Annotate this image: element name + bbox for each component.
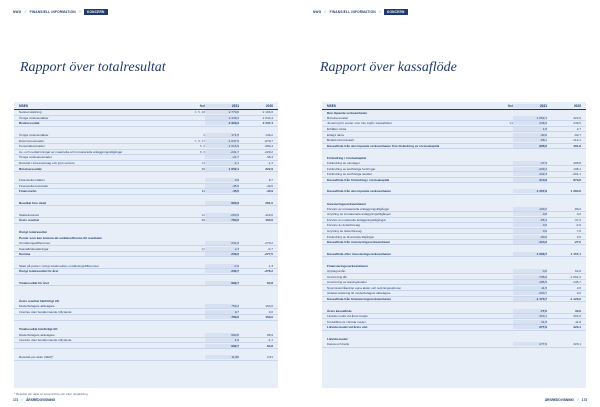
header-separator: // bbox=[24, 10, 27, 14]
row-value-year-2: -40,9 bbox=[265, 189, 273, 194]
row-value-year-1: 233,6 bbox=[205, 252, 239, 256]
row-value-year-1: 277,9 bbox=[513, 325, 547, 329]
row-value-year-2: 84,8 bbox=[266, 280, 273, 285]
col-year-1: 2021 bbox=[513, 104, 547, 108]
row-value-year-1: -21,7 bbox=[205, 155, 239, 159]
row-label: Förvärv av materiella anläggningstillgångar bbox=[327, 217, 386, 222]
row-value-year-1: -1 170,7 bbox=[513, 297, 547, 301]
row-value-year-2: 163,0 bbox=[265, 218, 273, 223]
row-value-year-1: 1 207,9 bbox=[513, 189, 547, 193]
row-label: Kursdifferens i likvida medel bbox=[327, 319, 366, 324]
row-label: Amortering lån bbox=[327, 274, 348, 279]
table-body bbox=[322, 110, 586, 348]
row-label: Likvida medel vid årets början bbox=[327, 314, 368, 319]
row-label: Kassaflöde från den löpande verksamheten bbox=[327, 189, 391, 194]
row-value-year-1: 1 052,1 bbox=[205, 167, 239, 171]
row-value-year-1: -186,5 bbox=[513, 280, 547, 284]
row-value-year-2: -38,3 bbox=[265, 155, 273, 160]
page-title: Rapport över totalresultat bbox=[20, 60, 166, 75]
row-label: Förändring av finansiella tillgångar bbox=[327, 234, 375, 239]
row-value-year-2: 405,8 bbox=[573, 161, 581, 166]
row-label: Upptagna lån bbox=[327, 268, 346, 273]
row-label: Investeringsverksamheten bbox=[327, 201, 367, 206]
row-value-year-2: -279,2 bbox=[264, 240, 273, 245]
row-value-year-1: 1,8 bbox=[513, 127, 547, 131]
row-value-year-1: -114,2 bbox=[513, 240, 547, 244]
row-label: Utdelat utdelning till moderbolagets aktieägare bbox=[327, 291, 391, 296]
row-label: Erlagd ränta bbox=[327, 132, 344, 137]
row-value-year-2: -277,5 bbox=[264, 252, 273, 257]
row-label: Personalkostnader bbox=[19, 144, 45, 149]
row-label: Övrigt totalresultat bbox=[19, 230, 47, 235]
row-value-year-2: 84,8 bbox=[266, 343, 273, 348]
page-footer bbox=[545, 398, 587, 402]
row-value-year-2: -0,6 bbox=[575, 223, 581, 228]
header-brand: NWG bbox=[313, 10, 322, 14]
row-label: Justering för poster som inte ingår i kassaflödet bbox=[327, 121, 392, 126]
row-value-year-1: -68,1 bbox=[513, 138, 547, 142]
row-value-year-1: 995,0 bbox=[513, 144, 547, 148]
row-label: Totalresultat för året bbox=[19, 280, 49, 285]
row-label: Erhållen ränta bbox=[327, 127, 347, 132]
row-value-year-2: 0,2 bbox=[576, 212, 581, 217]
row-value-year-2: 33,6 bbox=[574, 308, 581, 313]
col-year-1: 2021 bbox=[205, 104, 239, 108]
row-note: 5, 6 bbox=[199, 144, 205, 149]
row-label: Skatt på poster i övrigt totalresultat, omräkningsdifferenser bbox=[19, 263, 99, 268]
row-value-year-1: 214,9 bbox=[513, 178, 547, 182]
row-value-year-1: 171,5 bbox=[205, 133, 239, 137]
row-value-year-1: -200,7 bbox=[513, 291, 547, 295]
row-value-year-1: 432,3 bbox=[513, 172, 547, 176]
row-value-year-2: -1,4 bbox=[267, 161, 273, 166]
row-label: Summa bbox=[19, 252, 31, 257]
row-value-year-2: -278,2 bbox=[264, 269, 273, 274]
row-note: 3, 5, 18 bbox=[194, 110, 205, 115]
row-label: Kassaflöde från investeringsverksamheten bbox=[327, 240, 391, 245]
row-value-year-2: 2 193,0 bbox=[262, 110, 273, 115]
row-value-year-2: -4,1 bbox=[267, 338, 273, 343]
page-footer bbox=[13, 398, 55, 402]
footer-brand: ÅRSREDOVISNING bbox=[544, 398, 574, 402]
row-note: 12 bbox=[201, 212, 205, 217]
header-separator: // bbox=[378, 10, 381, 14]
col-year-2: 2020 bbox=[573, 103, 581, 108]
row-value-year-2: 138,1 bbox=[573, 166, 581, 171]
row-value-year-1: 0,0 bbox=[513, 223, 547, 227]
row-value-year-2: 2 237,4 bbox=[262, 121, 273, 126]
row-value-year-2: 0,0 bbox=[576, 291, 581, 296]
row-value-year-2: 401,8 bbox=[573, 143, 581, 148]
row-value-year-2: 1,3 bbox=[268, 263, 273, 268]
row-value-year-1: 760,0 bbox=[205, 218, 239, 222]
row-value-year-1: 246,9 bbox=[513, 121, 547, 125]
row-value-year-2: -229,2 bbox=[264, 149, 273, 154]
row-value-year-1: 992,7 bbox=[205, 281, 239, 285]
col-label: MSEK bbox=[327, 103, 337, 108]
row-value-year-1: -241,7 bbox=[205, 150, 239, 154]
row-value-year-1: 11,5 bbox=[513, 286, 547, 290]
row-label: Övriga rörelseintäkter bbox=[19, 115, 49, 120]
table-header bbox=[14, 102, 278, 110]
row-label: Rörelseresultat bbox=[19, 166, 42, 171]
row-value-year-2: -11,8 bbox=[574, 319, 581, 324]
row-label: Betald inkomstskatt bbox=[327, 138, 354, 143]
col-label: MSEK bbox=[19, 103, 29, 108]
row-label: Avyttring av immateriella anläggningstillgångar bbox=[327, 212, 391, 217]
row-value-year-1: 2 779,6 bbox=[205, 110, 239, 114]
row-label: Övrigt totalresultat för året bbox=[19, 269, 59, 274]
col-note: Not bbox=[507, 103, 513, 108]
row-value-year-1: 1 052,1 bbox=[513, 116, 547, 120]
row-value-year-1: -269,4 bbox=[513, 167, 547, 171]
row-label: Finansnetto bbox=[19, 189, 37, 194]
row-value-year-1: 323,1 bbox=[513, 314, 547, 318]
footer-brand: ÅRSREDOVISNING bbox=[26, 398, 56, 402]
row-value-year-1: -109,2 bbox=[513, 207, 547, 211]
row-value-year-2: 281,0 bbox=[265, 201, 273, 206]
row-value-year-2: 2,6 bbox=[576, 285, 581, 290]
row-value-year-2: -27,5 bbox=[573, 240, 581, 245]
row-label: Förvärv av dotterföretag bbox=[327, 223, 361, 228]
row-value-year-2: 323,1 bbox=[573, 342, 581, 347]
row-label: Kassaflödessäkringar bbox=[19, 246, 49, 251]
row-value-year-1: 992,7 bbox=[205, 344, 239, 348]
table-row bbox=[322, 342, 586, 348]
row-label: Totalresultat hänförligt till: bbox=[19, 327, 58, 332]
row-note: 8, 9 bbox=[199, 149, 205, 154]
row-value-year-2: 146,2 bbox=[265, 133, 273, 138]
row-note bbox=[183, 133, 205, 137]
row-value-year-1: 1,9 bbox=[205, 338, 239, 342]
row-label: Nettoomsättning bbox=[19, 110, 42, 115]
row-label: Amortering av leasingskulder bbox=[327, 280, 367, 285]
row-label: Resultat per aktie (SEK)* bbox=[19, 355, 54, 360]
page-number: 173 bbox=[581, 398, 587, 402]
row-value-year-2: 322,9 bbox=[573, 115, 581, 120]
row-label: Moderbolagets aktieägare bbox=[19, 332, 55, 337]
row-value-year-2: -49,6 bbox=[265, 183, 273, 188]
row-label: Den löpande verksamheten bbox=[327, 110, 368, 115]
income-statement-table bbox=[14, 102, 278, 388]
row-label: Kassaflöde från finansieringsverksamheten bbox=[327, 296, 392, 301]
row-label: Resultat före skatt bbox=[19, 201, 46, 206]
footer-separator: // bbox=[21, 398, 24, 402]
row-value-year-1: 0,9 bbox=[205, 178, 239, 182]
row-label: Årets resultat bbox=[19, 218, 39, 223]
row-label: Årets resultat hänförligt till: bbox=[19, 299, 60, 304]
header-separator: // bbox=[324, 10, 327, 14]
row-value-year-1: -203,9 bbox=[205, 213, 239, 217]
footer-separator: // bbox=[576, 398, 579, 402]
row-note: 10 bbox=[201, 166, 205, 171]
row-label: Finansiella kostnader bbox=[19, 183, 49, 188]
row-note: 13 bbox=[201, 161, 205, 166]
row-value-year-1: -45,0 bbox=[205, 189, 239, 193]
row-value-year-2: 163,0 bbox=[265, 315, 273, 320]
row-label: Omräkningsdifferenser bbox=[19, 240, 51, 245]
row-value-year-1: 963,9 bbox=[205, 201, 239, 205]
row-label: Externa kostnader bbox=[19, 138, 45, 143]
header-section: FINANSIELL INFORMATION bbox=[329, 10, 376, 14]
row-label: Innehav utan bestämmande inflytande bbox=[19, 309, 72, 314]
header-section: FINANSIELL INFORMATION bbox=[29, 10, 76, 14]
col-year-2: 2020 bbox=[265, 103, 273, 108]
row-label: Förändring av varulager bbox=[327, 161, 360, 166]
row-value-year-1: -60,0 bbox=[513, 235, 547, 239]
row-note: 12 bbox=[201, 246, 205, 251]
row-value-year-1: -65,4 bbox=[513, 218, 547, 222]
row-label: Av- och nedskrivningar av materiella och immateriella anläggningstillgångar bbox=[19, 149, 123, 154]
row-label: Övriga rörelsekostnader bbox=[19, 155, 53, 160]
row-label: Likvida medel vid årets slut bbox=[327, 325, 368, 330]
row-label: Resultat i intressebolag och joint venture bbox=[19, 161, 75, 166]
header-brand: NWG bbox=[13, 10, 22, 14]
row-value-year-1: -0,9 bbox=[205, 264, 239, 268]
row-value-year-1: 0,8 bbox=[513, 212, 547, 216]
row-label: Årets kassaflöde bbox=[327, 308, 352, 313]
row-value-year-2: 8,7 bbox=[268, 178, 273, 183]
row-value-year-2: 322,9 bbox=[265, 166, 273, 171]
header-tag: KONCERN bbox=[384, 9, 408, 15]
table-body bbox=[14, 110, 278, 361]
running-header bbox=[313, 9, 408, 15]
row-value-year-2: 0,0 bbox=[268, 309, 273, 314]
row-value-year-1: -77,0 bbox=[513, 309, 547, 313]
footnote: * Resultat per aktie är samma före och efter utspädning. bbox=[14, 392, 89, 396]
row-value-year-2: -979,7 bbox=[264, 138, 273, 143]
row-value-year-1: -40,0 bbox=[513, 133, 547, 137]
row-label: Skattekostnad bbox=[19, 212, 39, 217]
row-value-year-2: 323,1 bbox=[573, 325, 581, 330]
row-value-year-1: 277,9 bbox=[513, 342, 547, 346]
row-value-year-2: 2 044,4 bbox=[262, 115, 273, 120]
row-value-year-2: -118,0 bbox=[264, 212, 273, 217]
row-value-year-2: -1 123,6 bbox=[569, 296, 581, 301]
row-note: 7, 9, 17 bbox=[194, 138, 205, 143]
row-value-year-1: 231,9 bbox=[205, 241, 239, 245]
row-value-year-1: 2 449,3 bbox=[205, 116, 239, 120]
row-label: Finansieringsverksamheten bbox=[327, 263, 368, 268]
table-row bbox=[14, 355, 278, 361]
row-note: 24 bbox=[509, 121, 513, 126]
row-label: Finansiella intäkter bbox=[19, 178, 45, 183]
row-value-year-2: -980,4 bbox=[264, 144, 273, 149]
row-value-year-1: -45,9 bbox=[205, 184, 239, 188]
row-value-year-2: -1 091,4 bbox=[569, 274, 581, 279]
row-value-year-2: 2,5 bbox=[576, 234, 581, 239]
row-label: Moderbolagets aktieägare bbox=[19, 304, 55, 309]
page-number: 172 bbox=[13, 398, 19, 402]
row-value-year-2: 163,0 bbox=[265, 304, 273, 309]
row-label: Kassa och bank bbox=[327, 342, 350, 347]
row-value-year-2: 7,6 bbox=[576, 228, 581, 233]
row-note: 11 bbox=[201, 189, 205, 194]
row-label: Kassaflöde från förändring i rörelsekapital bbox=[327, 177, 390, 182]
row-label: Övriga rörelseintäkter bbox=[19, 133, 49, 138]
row-value-year-2: 2,51 bbox=[266, 355, 273, 360]
table-header bbox=[322, 102, 586, 110]
row-label: Likvida medel bbox=[327, 337, 348, 342]
row-value-year-1: 11,86 bbox=[205, 355, 239, 359]
row-value-year-2: -201,1 bbox=[572, 172, 581, 177]
row-value-year-2: -0,7 bbox=[267, 246, 273, 251]
row-value-year-1: 2,3 bbox=[205, 247, 239, 251]
row-value-year-1: 2 329,3 bbox=[205, 121, 239, 125]
page-right bbox=[300, 0, 600, 407]
row-value-year-1: -796,0 bbox=[513, 275, 547, 279]
row-value-year-2: -112,1 bbox=[572, 138, 581, 143]
row-value-year-2: 301,9 bbox=[573, 314, 581, 319]
row-value-year-1: 232,7 bbox=[205, 269, 239, 273]
row-label: Rörelseresultat bbox=[327, 115, 348, 120]
row-value-year-1: 990,8 bbox=[205, 333, 239, 337]
row-value-year-1: 0,0 bbox=[513, 269, 547, 273]
row-label: Poster som kan komma att omklassificeras till resultatet bbox=[19, 235, 102, 240]
row-value-year-2: -60,7 bbox=[573, 132, 581, 137]
row-value-year-2: 879,8 bbox=[573, 177, 581, 182]
running-header bbox=[13, 9, 108, 15]
cash-flow-table bbox=[322, 102, 586, 388]
row-value-year-1: -1,1 bbox=[205, 161, 239, 165]
col-note: Not bbox=[199, 103, 205, 108]
row-value-year-2: -89,0 bbox=[573, 206, 581, 211]
row-label: Avyttring av dotterföretag bbox=[327, 228, 362, 233]
row-label: Förändring av kortfristiga skulder bbox=[327, 172, 373, 177]
row-value-year-2: -145,7 bbox=[572, 280, 581, 285]
row-value-year-2: 1 284,6 bbox=[570, 189, 581, 194]
row-note: 12 bbox=[201, 218, 205, 223]
row-label: Innehav utan bestämmande inflytande bbox=[19, 338, 72, 343]
row-value-year-1: 0,0 bbox=[513, 229, 547, 233]
row-value-year-1: -47,9 bbox=[513, 161, 547, 165]
row-value-year-2: 88,9 bbox=[266, 332, 273, 337]
row-label: Förändring i rörelsekapital bbox=[327, 155, 367, 160]
row-label: Nyemission/återköp egna aktier och teckningsoptioner bbox=[327, 285, 402, 290]
row-value-year-1: 750,3 bbox=[205, 304, 239, 308]
row-value-year-1: -1 016,9 bbox=[205, 144, 239, 148]
row-value-year-2: 1 157,1 bbox=[570, 251, 581, 256]
header-tag: KONCERN bbox=[84, 9, 108, 15]
row-value-year-1: 9,7 bbox=[205, 310, 239, 314]
row-value-year-1: 760,0 bbox=[205, 315, 239, 319]
row-label: Bruttoresultat bbox=[19, 121, 40, 126]
row-value-year-2: 249,5 bbox=[573, 121, 581, 126]
row-value-year-2: -37,4 bbox=[573, 217, 581, 222]
row-label: Kassaflöde efter investeringsverksamheten bbox=[327, 251, 391, 256]
row-value-year-1: -1 047,9 bbox=[205, 139, 239, 143]
row-label: Förvärv av immateriella anläggningstillgångar bbox=[327, 206, 390, 211]
row-value-year-1: 1 093,7 bbox=[513, 252, 547, 256]
page-title: Rapport över kassaflöde bbox=[320, 60, 457, 75]
row-label: Kassaflöde från den löpande verksamheten före förändring av rörelsekapital bbox=[327, 143, 440, 148]
row-value-year-1: 31,8 bbox=[513, 320, 547, 324]
row-value-year-2: 62,9 bbox=[574, 268, 581, 273]
row-value-year-2: 2,7 bbox=[576, 127, 581, 132]
row-label: Förändring av kortfristiga fordringar bbox=[327, 166, 376, 171]
header-separator: // bbox=[78, 10, 81, 14]
